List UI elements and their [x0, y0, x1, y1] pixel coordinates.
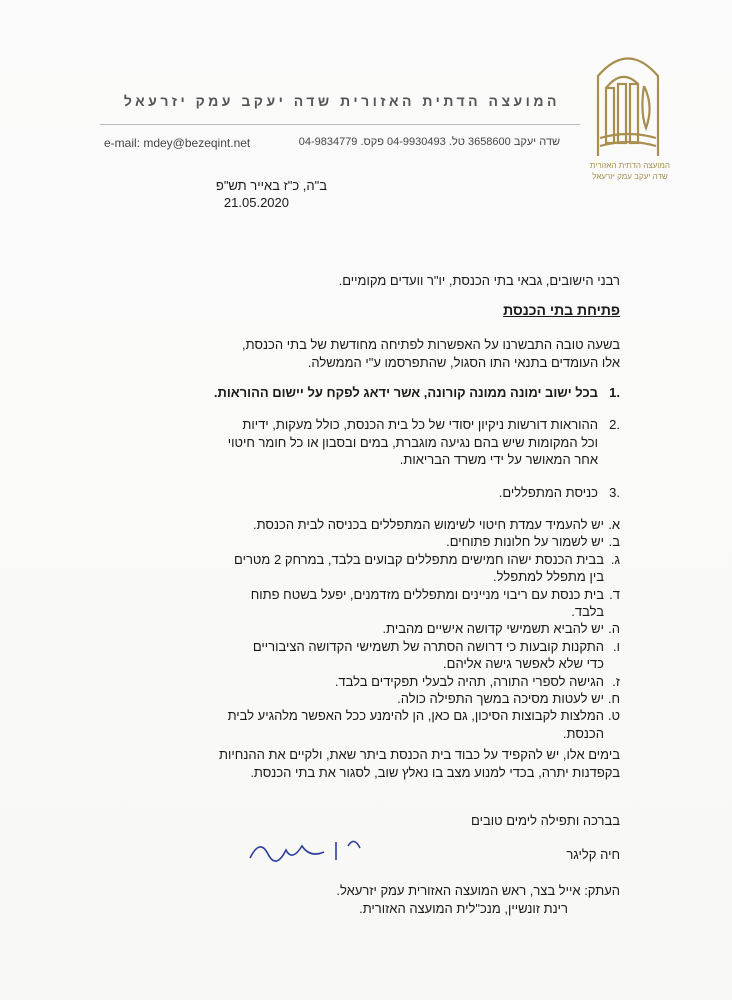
logo-caption [580, 160, 680, 182]
list-item [100, 673, 620, 690]
list-item-letter: א. [608, 517, 620, 532]
item-1 [100, 384, 620, 402]
list-item [100, 551, 620, 586]
blessing: בברכה ותפילה לימים טובים [471, 813, 620, 828]
logo-emblem-icon [588, 46, 668, 161]
item-number: .3 [609, 485, 620, 500]
item-2 [100, 416, 620, 469]
list-item-text: בלבד. [571, 604, 604, 620]
list-item-text: יש לשמור על חלונות פתוחים. [446, 534, 604, 550]
item-text: וכל המקומות שיש בהם נגיעה מוגברת, במים ובסבון או כל חומר חיטוי [227, 434, 598, 450]
closing-line: בקפדנות יתרה, בכדי למנוע מצב בו נאלץ שוב, לסגור את בתי הכנסת. [250, 764, 620, 780]
list-item-letter: ח. [607, 691, 620, 707]
contact-details: שדה יעקב 3658600 טל. 04-9930493 פקס. 04-9834779 [298, 136, 560, 148]
list-item [100, 707, 620, 742]
hebrew-date: ב"ה, כ"ז באייר תש"פ [215, 178, 327, 193]
recipients-line: רבני הישובים, גבאי בתי הכנסת, יו"ר וועדים מקומיים. [338, 273, 620, 288]
list-item-text: בית כנסת עם ריבוי מניינים ומתפללים מזדמנים, יפעל בשטח פתוח [250, 586, 604, 602]
cc-line: רינת זונשיין, מנכ"לית המועצה האזורית. [359, 900, 568, 916]
list-item [100, 516, 620, 533]
logo-caption-line1: המועצה הדתית האזורית [590, 161, 670, 170]
intro-line: אלו העומדים בתנאי התו הסגול, שהתפרסמו ע"י הממשלה. [307, 354, 620, 370]
list-item [100, 690, 620, 707]
list-item-text: הגישה לספרי התורה, תהיה לבעלי תפקידים בלבד. [334, 673, 604, 689]
item-3 [100, 484, 620, 502]
list-item [100, 586, 620, 621]
list-item [100, 620, 620, 637]
list-item-text: בין מתפלל למתפלל. [493, 569, 604, 585]
list-item-letter: ב. [608, 534, 620, 550]
list-item-letter: ה. [608, 621, 620, 637]
list-item-text: התקנות קובעות כי דרושה הסתרה של תשמישי הקדושה הציבוריים [252, 638, 604, 654]
closing-paragraph [100, 746, 620, 781]
list-item-text: הכנסת. [562, 725, 604, 741]
list-item-text: יש להביא תשמישי קדושה אישיים מהבית. [382, 621, 604, 637]
item-text: אחר המאושר על ידי משרד הבריאות. [399, 452, 598, 467]
list-item-text: בבית הכנסת ישהו חמישים מתפללים קבועים בלבד, במרחק 2 מטרים [234, 551, 604, 567]
list-item-letter: ז. [612, 673, 620, 689]
intro-line: בשעה טובה התבשרנו על האפשרות לפתיחה מחודשת של בתי הכנסת, [242, 337, 620, 352]
logo-caption-line2: שדה יעקב עמק יזרעאל [592, 172, 668, 181]
intro-paragraph [100, 336, 620, 371]
header-divider [100, 124, 580, 125]
closing-line: בימים אלו, יש להקפיד על כבוד בית הכנסת ביתר שאת, ולקיים את ההנחיות [219, 747, 620, 762]
list-item-letter: ט. [607, 708, 620, 724]
cc-block [100, 882, 620, 917]
list-item-text: המלצות לקבוצות הסיכון, גם כאן, הן להימנע ככל האפשר מלהגיע לבית [227, 708, 604, 724]
gregorian-date: 21.05.2020 [223, 195, 289, 210]
list-item-text: יש להעמיד עמדת חיטוי לשימוש המתפללים בכניסה לבית הכנסת. [252, 517, 604, 532]
item-number: .1 [609, 385, 620, 400]
letter-subject: פתיחת בתי הכנסת [503, 302, 620, 318]
list-item-text: כדי שלא לאפשר גישה אליהם. [443, 656, 604, 672]
letterhead-title: המועצה הדתית האזורית שדה יעקב עמק יזרעאל [123, 93, 560, 109]
list-item [100, 638, 620, 673]
email-address: e-mail: mdey@bezeqint.net [104, 136, 251, 150]
list-item-letter: ג. [610, 551, 620, 567]
item-text: ההוראות דורשות ניקיון יסודי של כל בית הכנסת, כולל מעקות, ידיות [242, 417, 598, 432]
list-item-text: יש לעטות מסיכה במשך התפילה כולה. [397, 691, 604, 707]
item-text: כניסת המתפללים. [498, 485, 598, 500]
list-item [100, 533, 620, 550]
item-number: .2 [609, 417, 620, 432]
entry-rules-list [100, 516, 620, 742]
cc-line: העתק: אייל בצר, ראש המועצה האזורית עמק יזרעאל. [336, 883, 620, 898]
list-item-letter: ד. [609, 586, 620, 602]
list-item-letter: ו. [613, 638, 620, 654]
signer-name: חיה קליגר [566, 847, 620, 862]
item-text: בכל ישוב ימונה ממונה קורונה, אשר ידאג לפקח על יישום ההוראות. [213, 385, 598, 400]
